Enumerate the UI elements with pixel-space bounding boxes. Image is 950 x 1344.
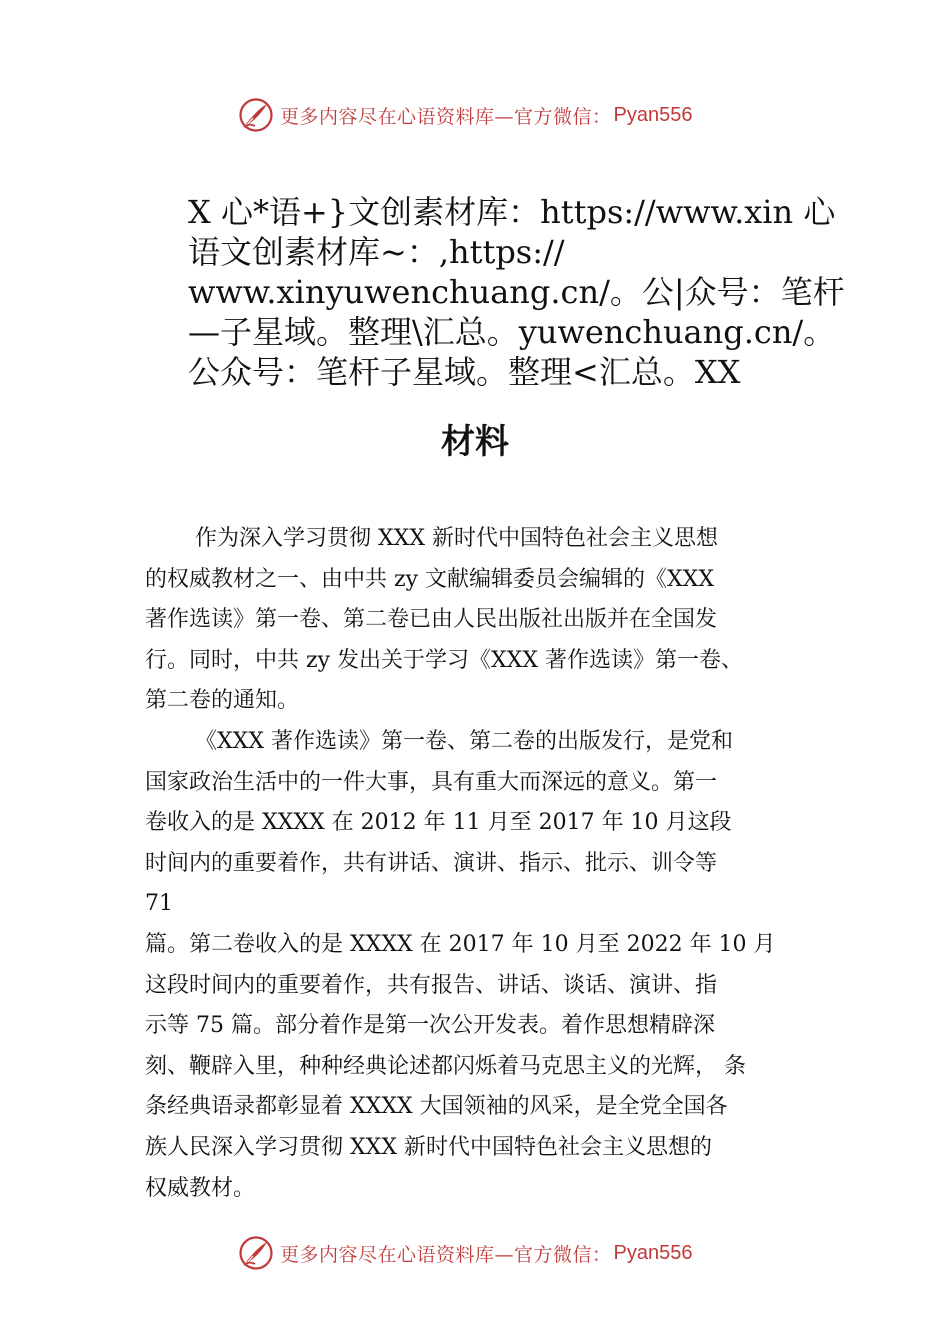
text-line: 著作选读》第一卷、第二卷已由人民出版社出版并在全国发 — [145, 607, 718, 633]
document-heading — [188, 192, 845, 392]
banner-text: 更多内容尽在心语资料库—官方微信： — [280, 105, 612, 128]
document-subtitle: 材料 — [441, 422, 509, 462]
text-line: 刻、鞭辟入里，种种经典论述都闪烁着马克思主义的光辉， 条 — [145, 1053, 746, 1079]
text-line: 国家政治生活中的一件大事，具有重大而深远的意义。第一 — [145, 769, 718, 795]
text-line: 卷收入的是 XXXX 在 2012 年 11 月至 2017 年 10 月这段 — [145, 810, 732, 836]
text-line: 这段时间内的重要着作，共有报告、讲话、谈话、演讲、指 — [145, 972, 718, 998]
heading-line: www.xinyuwenchuang.cn/。公|众号：笔杆 — [188, 273, 845, 311]
footer-banner — [238, 1233, 692, 1273]
text-line: 的权威教材之一、由中共 zy 文献编辑委员会编辑的《XXX — [145, 566, 714, 592]
quill-pen-logo-icon — [238, 97, 274, 133]
text-line: 行。同时，中共 zy 发出关于学习《XXX 著作选读》第一卷、 — [145, 647, 743, 673]
banner-wechat-id: Pyan556 — [613, 103, 693, 126]
quill-pen-logo-icon — [238, 1235, 274, 1271]
heading-line: X 心*语+}文创素材库：https://www.xin 心 — [188, 193, 836, 231]
banner-text: 更多内容尽在心语资料库—官方微信： — [280, 1243, 612, 1266]
heading-line: 公众号：笔杆子星域。整理<汇总。XX — [188, 353, 741, 391]
text-line: 71 — [145, 891, 173, 917]
text-line: 时间内的重要着作，共有讲话、演讲、指示、批示、训令等 — [145, 850, 718, 876]
text-line: 权威教材。 — [145, 1175, 256, 1201]
text-line: 篇。第二卷收入的是 XXXX 在 2017 年 10 月至 2022 年 10 月 — [145, 931, 776, 957]
heading-line: —子星域。整理\汇总。yuwenchuang.cn/。 — [188, 313, 836, 351]
text-line: 族人民深入学习贯彻 XXX 新时代中国特色社会主义思想的 — [145, 1134, 712, 1160]
heading-line: 语文创素材库~：,https:// — [188, 233, 565, 271]
text-line: 示等 75 篇。部分着作是第一次公开发表。着作思想精辟深 — [145, 1013, 715, 1039]
banner-wechat-id: Pyan556 — [613, 1241, 693, 1264]
text-line: 《XXX 著作选读》第一卷、第二卷的出版发行，是党和 — [195, 728, 733, 754]
document-body — [145, 519, 825, 1209]
header-banner — [238, 95, 692, 135]
text-line: 第二卷的通知。 — [145, 688, 300, 714]
text-line: 作为深入学习贯彻 XXX 新时代中国特色社会主义思想 — [195, 526, 718, 551]
paragraph-2 — [145, 722, 825, 1209]
text-line: 条经典语录都彰显着 XXXX 大国领袖的风采，是全党全国各 — [145, 1094, 728, 1120]
paragraph-1 — [145, 519, 825, 722]
